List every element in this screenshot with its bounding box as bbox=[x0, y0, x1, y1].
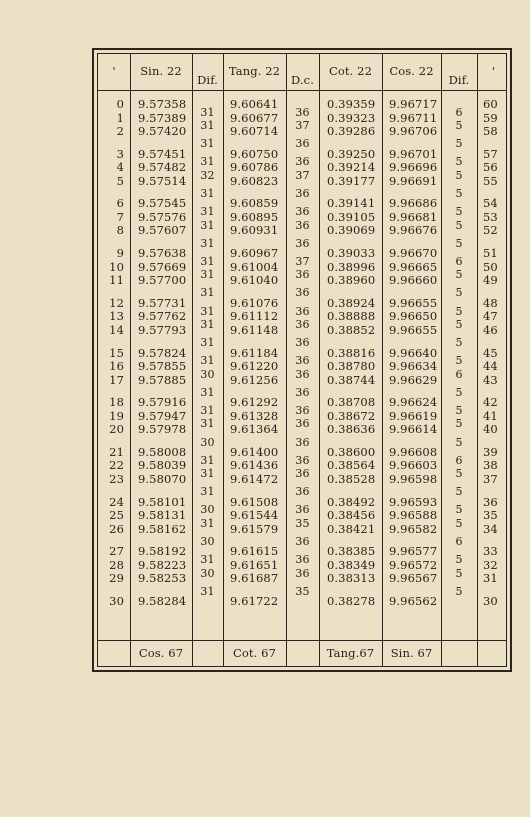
row-cos-value: 9.96640 bbox=[389, 345, 438, 360]
row-cot-value: 0.38924 bbox=[327, 295, 376, 310]
row-cot-value: 0.39359 bbox=[327, 97, 376, 111]
dc-value: 36 bbox=[295, 435, 310, 449]
dif-sin-value: 30 bbox=[200, 534, 215, 548]
dc-value: 36 bbox=[295, 268, 310, 282]
row-minute-right: 37 bbox=[483, 471, 498, 486]
row-cos-value: 9.96577 bbox=[389, 544, 438, 559]
header-dc: D.c. bbox=[291, 73, 314, 87]
dif-sin-value: 31 bbox=[200, 155, 215, 169]
row-cot-value: 0.38672 bbox=[327, 408, 376, 423]
row-sin-value: 9.57607 bbox=[138, 223, 187, 238]
row-cot-value: 0.38278 bbox=[327, 594, 376, 608]
row-minute-left: 29 bbox=[109, 571, 124, 586]
row-minute-right: 51 bbox=[483, 246, 498, 261]
row-minute-left: 0 bbox=[116, 97, 124, 111]
row-tang-value: 9.61651 bbox=[230, 557, 279, 572]
row-tang-value: 9.61256 bbox=[230, 372, 279, 387]
dif-cos-value: 5 bbox=[455, 553, 463, 567]
row-minute-right: 60 bbox=[483, 97, 498, 111]
row-minute-left: 20 bbox=[109, 422, 124, 437]
dif-sin-value: 31 bbox=[200, 553, 215, 567]
row-tang-value: 9.60786 bbox=[230, 160, 279, 175]
row-sin-value: 9.58008 bbox=[138, 444, 187, 459]
dif-cos-value: 5 bbox=[455, 385, 463, 399]
dc-value: 36 bbox=[295, 467, 310, 481]
row-minute-right: 44 bbox=[483, 359, 498, 373]
dc-value: 37 bbox=[295, 254, 310, 268]
row-minute-left: 14 bbox=[109, 322, 124, 337]
dif-sin-value: 31 bbox=[200, 286, 215, 300]
dc-value: 36 bbox=[295, 286, 310, 300]
dif-cos-value: 6 bbox=[455, 254, 463, 268]
row-sin-value: 9.57793 bbox=[138, 322, 187, 337]
row-minute-right: 57 bbox=[483, 146, 498, 161]
dc-value: 36 bbox=[295, 553, 310, 567]
row-sin-value: 9.57947 bbox=[138, 408, 187, 423]
dif-cos-value: 5 bbox=[455, 137, 463, 151]
header-dif-left: Dif. bbox=[197, 73, 218, 87]
row-cos-value: 9.96619 bbox=[389, 408, 438, 423]
row-minute-left: 28 bbox=[109, 557, 124, 572]
dif-sin-value: 30 bbox=[200, 566, 215, 580]
row-cos-value: 9.96593 bbox=[389, 494, 438, 509]
dif-sin-value: 31 bbox=[200, 354, 215, 368]
row-tang-value: 9.61615 bbox=[230, 544, 279, 559]
row-tang-value: 9.61508 bbox=[230, 494, 279, 509]
dif-cos-value: 5 bbox=[455, 417, 463, 431]
column-rule bbox=[319, 54, 320, 666]
footer-cos: Cos. 67 bbox=[138, 646, 184, 660]
dc-value: 36 bbox=[295, 503, 310, 517]
row-tang-value: 9.61364 bbox=[230, 422, 279, 437]
row-tang-value: 9.60750 bbox=[230, 146, 279, 161]
row-cos-value: 9.96588 bbox=[389, 508, 438, 523]
row-minute-left: 23 bbox=[109, 471, 124, 486]
row-cos-value: 9.96650 bbox=[389, 309, 438, 324]
header-cot: Cot. 22 bbox=[329, 64, 372, 78]
dif-sin-value: 31 bbox=[200, 385, 215, 399]
row-cos-value: 9.96691 bbox=[389, 173, 438, 188]
row-cos-value: 9.96681 bbox=[389, 209, 438, 224]
row-tang-value: 9.61112 bbox=[230, 309, 279, 324]
dif-sin-value: 31 bbox=[200, 516, 215, 530]
row-sin-value: 9.57358 bbox=[138, 97, 187, 111]
row-minute-right: 42 bbox=[483, 395, 498, 410]
row-minute-right: 55 bbox=[483, 173, 498, 188]
dc-value: 36 bbox=[295, 453, 310, 467]
row-cos-value: 9.96634 bbox=[389, 359, 438, 373]
row-minute-left: 7 bbox=[116, 209, 124, 224]
row-tang-value: 9.61544 bbox=[230, 508, 279, 523]
row-sin-value: 9.57389 bbox=[138, 110, 187, 125]
row-minute-right: 39 bbox=[483, 444, 498, 459]
row-cot-value: 0.38385 bbox=[327, 544, 376, 559]
dif-sin-value: 30 bbox=[200, 367, 215, 381]
row-sin-value: 9.58284 bbox=[138, 594, 187, 608]
row-tang-value: 9.61400 bbox=[230, 444, 279, 459]
row-sin-value: 9.57885 bbox=[138, 372, 187, 387]
row-sin-value: 9.58039 bbox=[138, 458, 187, 473]
row-minute-left: 22 bbox=[109, 458, 124, 473]
dif-sin-value: 31 bbox=[200, 485, 215, 499]
row-cot-value: 0.38313 bbox=[327, 571, 376, 586]
dif-sin-value: 31 bbox=[200, 584, 215, 598]
row-cot-value: 0.38816 bbox=[327, 345, 376, 360]
row-sin-value: 9.58223 bbox=[138, 557, 187, 572]
row-sin-value: 9.58192 bbox=[138, 544, 187, 559]
row-sin-value: 9.57855 bbox=[138, 359, 187, 373]
header-sin: Sin. 22 bbox=[140, 64, 182, 78]
dif-cos-value: 5 bbox=[455, 205, 463, 219]
dif-cos-value: 5 bbox=[455, 286, 463, 300]
row-minute-right: 31 bbox=[483, 571, 498, 586]
row-sin-value: 9.57731 bbox=[138, 295, 187, 310]
row-minute-left: 24 bbox=[109, 494, 124, 509]
row-cos-value: 9.96572 bbox=[389, 557, 438, 572]
dif-cos-value: 5 bbox=[455, 503, 463, 517]
dif-cos-value: 5 bbox=[455, 218, 463, 232]
header-minutes-left: ' bbox=[112, 64, 116, 78]
row-minute-left: 1 bbox=[116, 110, 124, 125]
row-minute-left: 15 bbox=[109, 345, 124, 360]
row-minute-left: 2 bbox=[116, 124, 124, 138]
dc-value: 35 bbox=[295, 584, 310, 598]
dif-sin-value: 32 bbox=[200, 168, 215, 182]
dif-sin-value: 31 bbox=[200, 403, 215, 417]
dif-cos-value: 5 bbox=[455, 318, 463, 332]
row-tang-value: 9.61328 bbox=[230, 408, 279, 423]
row-tang-value: 9.61722 bbox=[230, 594, 279, 608]
row-cos-value: 9.96660 bbox=[389, 273, 438, 288]
dc-value: 36 bbox=[295, 367, 310, 381]
row-cot-value: 0.38349 bbox=[327, 557, 376, 572]
dc-value: 36 bbox=[295, 417, 310, 431]
row-tang-value: 9.60967 bbox=[230, 246, 279, 261]
row-cot-value: 0.38600 bbox=[327, 444, 376, 459]
row-tang-value: 9.61292 bbox=[230, 395, 279, 410]
row-sin-value: 9.57669 bbox=[138, 259, 187, 274]
row-tang-value: 9.60859 bbox=[230, 196, 279, 211]
dc-value: 36 bbox=[295, 236, 310, 250]
dif-sin-value: 31 bbox=[200, 187, 215, 201]
dif-cos-value: 5 bbox=[455, 168, 463, 182]
row-minute-left: 4 bbox=[116, 160, 124, 175]
row-cos-value: 9.96629 bbox=[389, 372, 438, 387]
dif-cos-value: 5 bbox=[455, 354, 463, 368]
row-minute-left: 13 bbox=[109, 309, 124, 324]
header-tang: Tang. 22 bbox=[228, 64, 281, 78]
row-cot-value: 0.38996 bbox=[327, 259, 376, 274]
row-sin-value: 9.57700 bbox=[138, 273, 187, 288]
dif-sin-value: 31 bbox=[200, 137, 215, 151]
dif-sin-value: 31 bbox=[200, 467, 215, 481]
row-cos-value: 9.96686 bbox=[389, 196, 438, 211]
row-minute-left: 16 bbox=[109, 359, 124, 373]
dc-value: 36 bbox=[295, 218, 310, 232]
row-sin-value: 9.58162 bbox=[138, 521, 187, 536]
dif-cos-value: 5 bbox=[455, 435, 463, 449]
dif-cos-value: 6 bbox=[455, 105, 463, 119]
row-cos-value: 9.96717 bbox=[389, 97, 438, 111]
header-minutes-right: ' bbox=[491, 64, 496, 78]
header-cos: Cos. 22 bbox=[389, 64, 434, 78]
row-tang-value: 9.61687 bbox=[230, 571, 279, 586]
footer-sin: Sin. 67 bbox=[390, 646, 433, 660]
dif-cos-value: 5 bbox=[455, 584, 463, 598]
row-minute-right: 59 bbox=[483, 110, 498, 125]
dc-value: 36 bbox=[295, 155, 310, 169]
row-sin-value: 9.57482 bbox=[138, 160, 187, 175]
row-sin-value: 9.57978 bbox=[138, 422, 187, 437]
row-sin-value: 9.57576 bbox=[138, 209, 187, 224]
row-minute-right: 48 bbox=[483, 295, 498, 310]
row-tang-value: 9.61436 bbox=[230, 458, 279, 473]
dc-value: 36 bbox=[295, 354, 310, 368]
row-minute-right: 43 bbox=[483, 372, 498, 387]
row-cot-value: 0.38888 bbox=[327, 309, 376, 324]
row-minute-left: 6 bbox=[116, 196, 124, 211]
footer-tang: Tang.67 bbox=[326, 646, 375, 660]
row-cot-value: 0.38636 bbox=[327, 422, 376, 437]
row-tang-value: 9.60895 bbox=[230, 209, 279, 224]
row-cot-value: 0.39033 bbox=[327, 246, 376, 261]
row-sin-value: 9.57916 bbox=[138, 395, 187, 410]
row-sin-value: 9.57762 bbox=[138, 309, 187, 324]
row-minute-left: 26 bbox=[109, 521, 124, 536]
row-cos-value: 9.96706 bbox=[389, 124, 438, 138]
dif-cos-value: 5 bbox=[455, 566, 463, 580]
row-minute-right: 53 bbox=[483, 209, 498, 224]
row-tang-value: 9.61004 bbox=[230, 259, 279, 274]
dif-cos-value: 5 bbox=[455, 119, 463, 133]
dif-cos-value: 5 bbox=[455, 467, 463, 481]
row-tang-value: 9.61184 bbox=[230, 345, 279, 360]
row-tang-value: 9.60714 bbox=[230, 124, 279, 138]
row-sin-value: 9.58253 bbox=[138, 571, 187, 586]
dif-cos-value: 5 bbox=[455, 403, 463, 417]
row-cos-value: 9.96598 bbox=[389, 471, 438, 486]
row-cot-value: 0.38708 bbox=[327, 395, 376, 410]
row-sin-value: 9.57514 bbox=[138, 173, 187, 188]
row-tang-value: 9.60641 bbox=[230, 97, 279, 111]
dif-cos-value: 6 bbox=[455, 453, 463, 467]
row-tang-value: 9.61472 bbox=[230, 471, 279, 486]
row-cos-value: 9.96665 bbox=[389, 259, 438, 274]
dc-value: 36 bbox=[295, 205, 310, 219]
row-minute-right: 45 bbox=[483, 345, 498, 360]
footer-cot: Cot. 67 bbox=[233, 646, 276, 660]
row-cot-value: 0.38744 bbox=[327, 372, 376, 387]
dif-sin-value: 31 bbox=[200, 336, 215, 350]
row-minute-right: 46 bbox=[483, 322, 498, 337]
dc-value: 36 bbox=[295, 318, 310, 332]
dif-sin-value: 30 bbox=[200, 435, 215, 449]
dc-value: 35 bbox=[295, 516, 310, 530]
row-minute-right: 41 bbox=[483, 408, 498, 423]
row-cos-value: 9.96624 bbox=[389, 395, 438, 410]
row-minute-right: 52 bbox=[483, 223, 498, 238]
row-cot-value: 0.38456 bbox=[327, 508, 376, 523]
dif-cos-value: 6 bbox=[455, 534, 463, 548]
row-cos-value: 9.96603 bbox=[389, 458, 438, 473]
dif-sin-value: 31 bbox=[200, 119, 215, 133]
row-minute-right: 36 bbox=[483, 494, 498, 509]
dc-value: 36 bbox=[295, 105, 310, 119]
dc-value: 36 bbox=[295, 187, 310, 201]
row-minute-left: 18 bbox=[109, 395, 124, 410]
dc-value: 36 bbox=[295, 137, 310, 151]
row-cos-value: 9.96582 bbox=[389, 521, 438, 536]
row-sin-value: 9.58101 bbox=[138, 494, 187, 509]
row-cos-value: 9.96567 bbox=[389, 571, 438, 586]
row-minute-right: 50 bbox=[483, 259, 498, 274]
dif-sin-value: 31 bbox=[200, 417, 215, 431]
row-sin-value: 9.58131 bbox=[138, 508, 187, 523]
row-sin-value: 9.57420 bbox=[138, 124, 187, 138]
dif-sin-value: 31 bbox=[200, 453, 215, 467]
dif-sin-value: 30 bbox=[200, 503, 215, 517]
dc-value: 36 bbox=[295, 534, 310, 548]
table-frame bbox=[92, 48, 512, 672]
row-cos-value: 9.96701 bbox=[389, 146, 438, 161]
row-tang-value: 9.61579 bbox=[230, 521, 279, 536]
dif-sin-value: 31 bbox=[200, 318, 215, 332]
row-sin-value: 9.57545 bbox=[138, 196, 187, 211]
footer-rule bbox=[98, 640, 506, 641]
row-cos-value: 9.96608 bbox=[389, 444, 438, 459]
dif-sin-value: 31 bbox=[200, 268, 215, 282]
row-minute-left: 11 bbox=[109, 273, 124, 288]
dif-cos-value: 5 bbox=[455, 304, 463, 318]
row-minute-left: 30 bbox=[109, 594, 124, 608]
row-sin-value: 9.57638 bbox=[138, 246, 187, 261]
row-cot-value: 0.39214 bbox=[327, 160, 376, 175]
row-tang-value: 9.61220 bbox=[230, 359, 279, 373]
row-cot-value: 0.39069 bbox=[327, 223, 376, 238]
dif-sin-value: 31 bbox=[200, 304, 215, 318]
row-sin-value: 9.57824 bbox=[138, 345, 187, 360]
row-cos-value: 9.96655 bbox=[389, 322, 438, 337]
row-minute-right: 47 bbox=[483, 309, 498, 324]
dif-sin-value: 31 bbox=[200, 218, 215, 232]
column-rule bbox=[382, 54, 383, 666]
row-minute-right: 56 bbox=[483, 160, 498, 175]
row-minute-right: 32 bbox=[483, 557, 498, 572]
row-cot-value: 0.39286 bbox=[327, 124, 376, 138]
row-cot-value: 0.38421 bbox=[327, 521, 376, 536]
row-minute-left: 21 bbox=[109, 444, 124, 459]
row-sin-value: 9.58070 bbox=[138, 471, 187, 486]
dc-value: 36 bbox=[295, 485, 310, 499]
row-minute-right: 38 bbox=[483, 458, 498, 473]
dif-sin-value: 31 bbox=[200, 236, 215, 250]
row-cot-value: 0.39141 bbox=[327, 196, 376, 211]
row-minute-left: 25 bbox=[109, 508, 124, 523]
row-cot-value: 0.38780 bbox=[327, 359, 376, 373]
row-cot-value: 0.39105 bbox=[327, 209, 376, 224]
column-rule bbox=[477, 54, 478, 666]
dc-value: 37 bbox=[295, 119, 310, 133]
column-rule bbox=[223, 54, 224, 666]
row-cot-value: 0.38960 bbox=[327, 273, 376, 288]
row-cos-value: 9.96655 bbox=[389, 295, 438, 310]
row-tang-value: 9.60677 bbox=[230, 110, 279, 125]
row-cot-value: 0.38492 bbox=[327, 494, 376, 509]
row-minute-left: 27 bbox=[109, 544, 124, 559]
row-tang-value: 9.60823 bbox=[230, 173, 279, 188]
row-minute-left: 5 bbox=[116, 173, 124, 188]
row-minute-right: 30 bbox=[483, 594, 498, 608]
row-minute-left: 19 bbox=[109, 408, 124, 423]
dif-sin-value: 31 bbox=[200, 205, 215, 219]
row-cot-value: 0.38528 bbox=[327, 471, 376, 486]
row-tang-value: 9.61040 bbox=[230, 273, 279, 288]
dc-value: 36 bbox=[295, 385, 310, 399]
dif-cos-value: 6 bbox=[455, 367, 463, 381]
row-minute-right: 58 bbox=[483, 124, 498, 138]
logarithm-table bbox=[97, 53, 507, 667]
row-cot-value: 0.38564 bbox=[327, 458, 376, 473]
row-cos-value: 9.96676 bbox=[389, 223, 438, 238]
column-rule bbox=[130, 54, 131, 666]
dif-sin-value: 31 bbox=[200, 254, 215, 268]
header-dif-right: Dif. bbox=[448, 73, 470, 87]
row-cot-value: 0.39323 bbox=[327, 110, 376, 125]
row-cot-value: 0.39250 bbox=[327, 146, 376, 161]
dc-value: 36 bbox=[295, 566, 310, 580]
row-cot-value: 0.38852 bbox=[327, 322, 376, 337]
dif-sin-value: 31 bbox=[200, 105, 215, 119]
row-minute-left: 9 bbox=[116, 246, 124, 261]
row-minute-right: 33 bbox=[483, 544, 498, 559]
row-minute-right: 34 bbox=[483, 521, 498, 536]
row-tang-value: 9.60931 bbox=[230, 223, 279, 238]
row-minute-right: 49 bbox=[483, 273, 498, 288]
row-minute-left: 17 bbox=[109, 372, 124, 387]
row-cot-value: 0.39177 bbox=[327, 173, 376, 188]
dif-cos-value: 5 bbox=[455, 236, 463, 250]
dc-value: 36 bbox=[295, 403, 310, 417]
row-minute-right: 40 bbox=[483, 422, 498, 437]
dc-value: 36 bbox=[295, 304, 310, 318]
row-minute-left: 3 bbox=[116, 146, 124, 161]
dc-value: 36 bbox=[295, 336, 310, 350]
dc-value: 37 bbox=[295, 168, 310, 182]
row-sin-value: 9.57451 bbox=[138, 146, 187, 161]
dif-cos-value: 5 bbox=[455, 155, 463, 169]
dif-cos-value: 5 bbox=[455, 485, 463, 499]
row-minute-left: 10 bbox=[109, 259, 124, 274]
header-rule bbox=[98, 90, 506, 91]
row-minute-right: 54 bbox=[483, 196, 498, 211]
row-minute-left: 12 bbox=[109, 295, 124, 310]
dif-cos-value: 5 bbox=[455, 187, 463, 201]
row-cos-value: 9.96562 bbox=[389, 594, 438, 608]
dif-cos-value: 5 bbox=[455, 268, 463, 282]
row-cos-value: 9.96696 bbox=[389, 160, 438, 175]
dif-cos-value: 5 bbox=[455, 516, 463, 530]
row-minute-right: 35 bbox=[483, 508, 498, 523]
row-tang-value: 9.61076 bbox=[230, 295, 279, 310]
row-cos-value: 9.96670 bbox=[389, 246, 438, 261]
row-tang-value: 9.61148 bbox=[230, 322, 279, 337]
row-cos-value: 9.96614 bbox=[389, 422, 438, 437]
row-cos-value: 9.96711 bbox=[389, 110, 438, 125]
dif-cos-value: 5 bbox=[455, 336, 463, 350]
row-minute-left: 8 bbox=[116, 223, 124, 238]
